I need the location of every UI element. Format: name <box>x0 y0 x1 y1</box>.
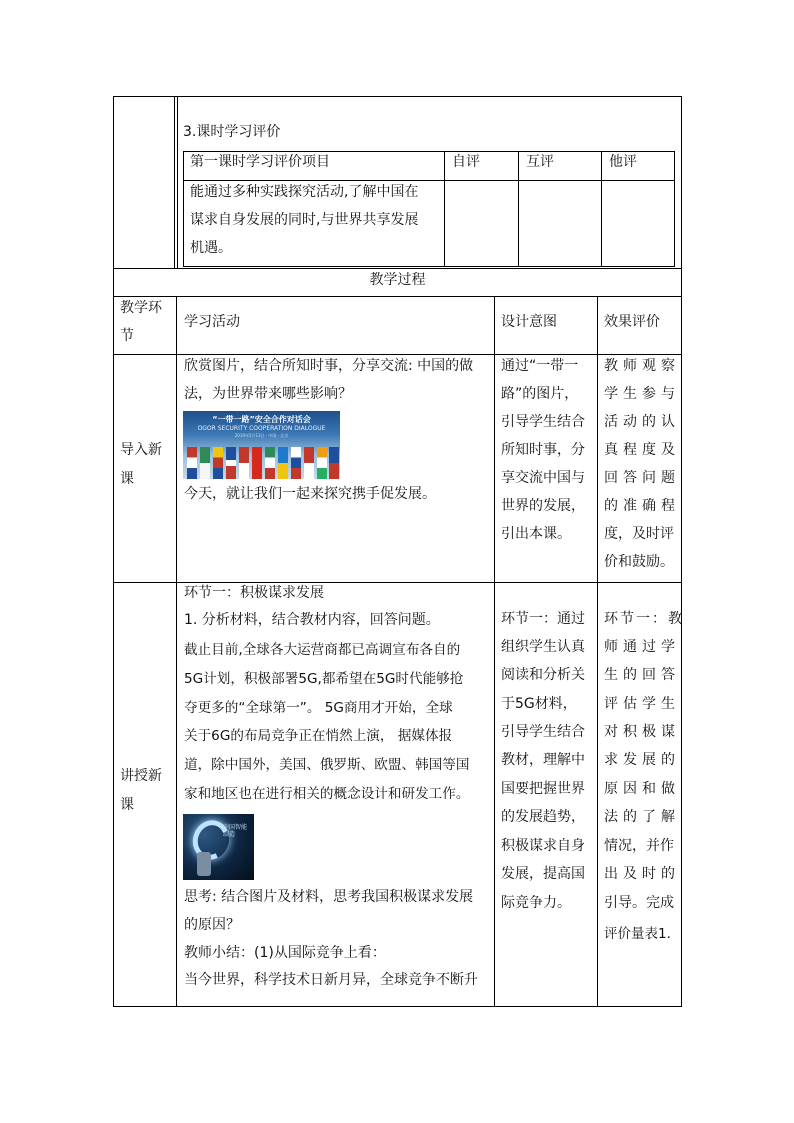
teach-effect-line: 出及时的 <box>604 866 680 882</box>
image-caption: 中国智能制造 <box>223 824 248 838</box>
intro-design-line: 引出本课。 <box>501 526 571 542</box>
intro-effect-line: 度，及时评 <box>604 526 674 542</box>
teach-activity-line: 思考: 结合图片及材料，思考我国积极谋求发展 <box>184 889 474 905</box>
eval-table-col3 <box>601 151 602 267</box>
belt-road-forum-image <box>183 411 340 479</box>
teach-effect-line: 环节一：教 <box>604 611 684 627</box>
intro-effect-line: 学生参与 <box>604 386 680 402</box>
flag-icon <box>226 447 236 479</box>
teach-effect-line: 评价量表1. <box>604 926 671 942</box>
forum-banner-title: “一带一路”安全合作对话会 <box>212 415 311 424</box>
intro-effect-line: 回答问题 <box>604 470 680 486</box>
flag-icon <box>252 447 262 479</box>
outer-border-top <box>113 96 682 97</box>
teach-design-line: 国要把握世界 <box>501 781 585 797</box>
header-effect: 效果评价 <box>604 314 660 330</box>
intro-design-line: 享交流中国与 <box>501 470 585 486</box>
header-design: 设计意图 <box>501 314 557 330</box>
teach-stage-line: 讲授新 <box>120 768 162 784</box>
eval-header-other: 他评 <box>609 154 637 170</box>
eval-table-col1 <box>444 151 445 267</box>
flag-icon <box>213 447 223 479</box>
intro-effect-line: 真程度及 <box>604 442 680 458</box>
top-divider-a <box>174 96 175 268</box>
teach-design-line: 组织学生认真 <box>501 639 585 655</box>
teach-activity-line: 5G计划，积极部署5G,都希望在5G时代能够抢 <box>184 671 464 687</box>
teach-design-line: 于5G材料， <box>501 696 577 712</box>
teach-effect-line: 求发展的 <box>604 752 680 768</box>
eval-table-right <box>674 151 675 267</box>
intro-stage-line: 课 <box>120 471 134 487</box>
forum-banner-subtitle: OGOR SECURITY COOPERATION DIALOGUE <box>197 425 326 432</box>
main-col1 <box>176 296 177 1007</box>
intro-design-line: 世界的发展， <box>501 498 585 514</box>
intro-design-line: 路”的图片， <box>501 386 579 402</box>
teach-effect-line: 生的回答 <box>604 667 680 683</box>
teach-design-line: 引导学生结合 <box>501 724 585 740</box>
teach-design-line: 际竞争力。 <box>501 895 571 911</box>
teach-design-line: 教材，理解中 <box>501 752 585 768</box>
outer-border-left <box>113 96 114 1007</box>
teach-effect-line: 法的了解 <box>604 809 680 825</box>
teach-design-line: 阅读和分析关 <box>501 667 585 683</box>
teach-effect-line: 情况，并作 <box>604 838 674 854</box>
teach-activity-line: 关于6G的布局竞争正在悄然上演， 据媒体报 <box>184 728 453 744</box>
teach-stage-line: 课 <box>120 797 134 813</box>
flag-icon <box>278 447 288 479</box>
teach-design-line: 环节一：通过 <box>501 611 585 627</box>
teach-activity-line: 环节一：积极谋求发展 <box>184 585 324 601</box>
teach-effect-line: 师通过学 <box>604 639 680 655</box>
teach-activity-line: 截止目前,全球各大运营商都已高调宣布各自的 <box>184 642 461 658</box>
intro-effect-line: 的准确程 <box>604 498 680 514</box>
teach-activity-line: 当今世界，科学技术日新月异，全球竞争不断升 <box>184 972 478 988</box>
teach-effect-line: 对积极谋 <box>604 724 680 740</box>
flag-icon <box>265 447 275 479</box>
flag-icon <box>239 447 249 479</box>
flag-icon <box>187 447 197 479</box>
glow-ring-icon <box>187 815 235 865</box>
main-col2 <box>494 296 495 1007</box>
header-stage-line: 节 <box>120 328 134 344</box>
top-divider-b <box>177 96 178 268</box>
eval-header-item: 第一课时学习评价项目 <box>190 154 330 170</box>
teach-design-line: 的发展趋势， <box>501 809 585 825</box>
teach-design-line: 积极谋求自身 <box>501 838 585 854</box>
teach-activity-line: 家和地区也在进行相关的概念设计和研发工作。 <box>184 786 470 802</box>
teach-effect-line: 评估学生 <box>604 696 680 712</box>
intro-stage-line: 导入新 <box>120 442 162 458</box>
flag-icon <box>329 447 339 479</box>
intro-design-line: 引导学生结合 <box>501 414 585 430</box>
intro-activity-closing: 今天，就让我们一起来探究携手促发展。 <box>184 486 436 502</box>
teach-activity-line: 夺更多的“全球第一”。 5G商用才开始，全球 <box>184 700 453 716</box>
eval-table-col2 <box>518 151 519 267</box>
teach-activity-line: 道，除中国外，美国、俄罗斯、欧盟、韩国等国 <box>184 757 470 773</box>
process-title: 教学过程 <box>369 272 426 288</box>
teach-activity-line: 教师小结：(1)从国际竞争上看： <box>184 945 386 961</box>
flag-icon <box>317 447 327 479</box>
flag-icon <box>304 447 314 479</box>
intro-effect-line: 教师观察 <box>604 358 680 374</box>
teach-design-line: 发展，提高国 <box>501 866 585 882</box>
robot-figure-icon <box>197 852 211 876</box>
eval-item-line: 能通过多种实践探究活动,了解中国在 <box>190 184 419 200</box>
teach-effect-line: 引导。完成 <box>604 895 674 911</box>
intro-effect-line: 价和鼓励。 <box>604 554 674 570</box>
eval-table-left <box>183 151 184 267</box>
eval-header-peer: 互评 <box>526 154 554 170</box>
intro-design-line: 通过“一带一 <box>501 358 579 374</box>
outer-border-right <box>681 96 682 1007</box>
intro-effect-line: 活动的认 <box>604 414 680 430</box>
intro-activity-line: 欣赏图片，结合所知时事，分享交流: 中国的做 <box>184 358 474 374</box>
header-stage-line: 教学环 <box>120 300 162 316</box>
teach-effect-line: 原因和做 <box>604 781 680 797</box>
main-col3 <box>597 296 598 1007</box>
header-activity: 学习活动 <box>184 314 240 330</box>
teach-activity-line: 的原因？ <box>184 917 240 933</box>
eval-header-self: 自评 <box>452 154 480 170</box>
section-heading: 3.课时学习评价 <box>183 124 281 140</box>
intro-design-line: 所知时事，分 <box>501 442 585 458</box>
teach-activity-line: 1. 分析材料，结合教材内容，回答问题。 <box>184 612 440 628</box>
flag-icon <box>200 447 210 479</box>
eval-item-line: 谋求自身发展的同时,与世界共享发展 <box>190 212 419 228</box>
flag-icon <box>291 447 301 479</box>
eval-item-line: 机遇。 <box>190 240 232 256</box>
smart-manufacturing-image <box>183 814 254 880</box>
forum-banner-date: 2019年5月13日 · 中国 · 北京 <box>234 433 289 438</box>
intro-activity-line: 法，为世界带来哪些影响？ <box>184 386 352 402</box>
